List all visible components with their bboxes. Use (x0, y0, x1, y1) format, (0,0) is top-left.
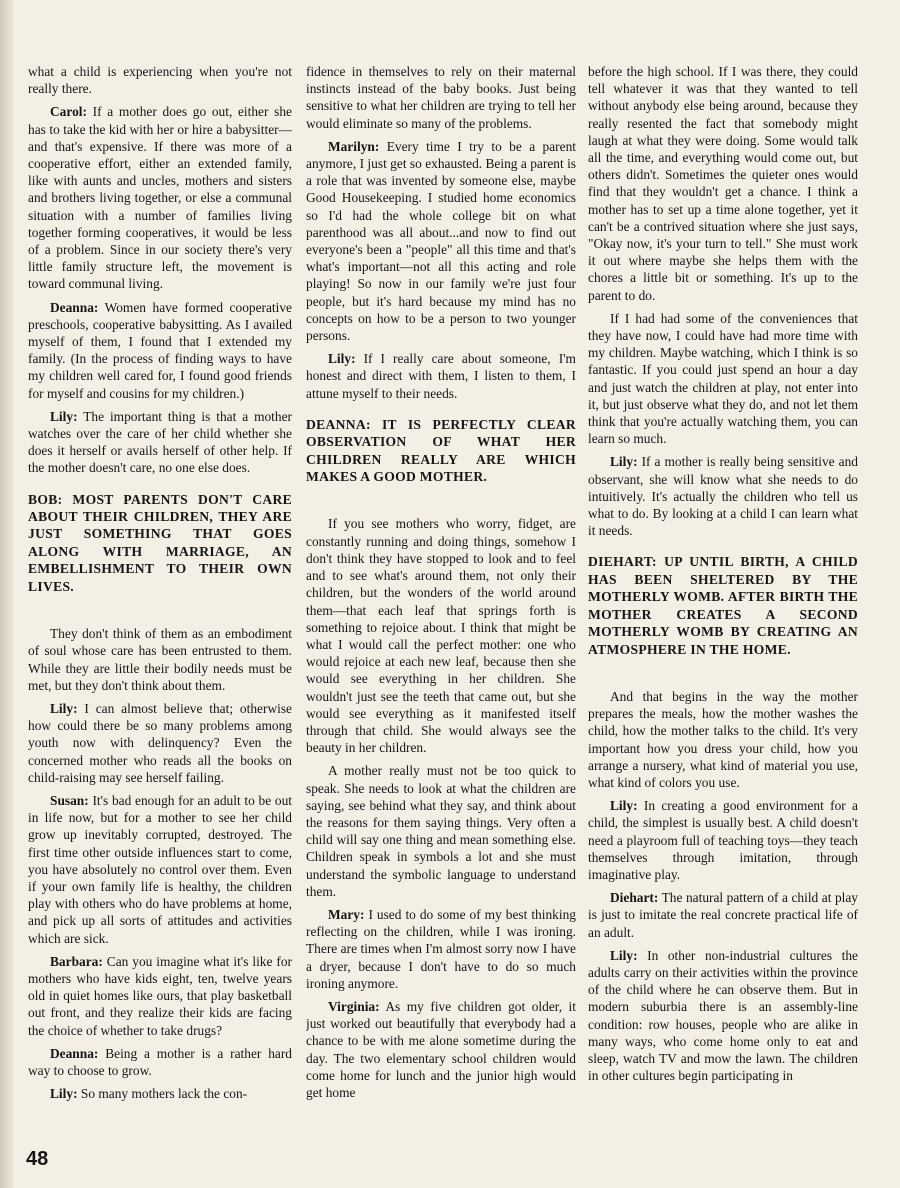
pull-quote: DEANNA: IT IS PERFECTLY CLEAR OBSERVATION OF WHAT HER CHILDREN REALLY ARE WHICH MAKES A GOOD MOTHER. (306, 416, 576, 485)
speaker-name: Lily: (610, 798, 638, 814)
paragraph: Lily: If I really care about someone, I'm honest and direct with them, I listen to them, I attune myself to their needs. (306, 351, 576, 401)
page-number: 48 (26, 1148, 49, 1170)
paragraph: Deanna: Women have formed cooperative preschools, cooperative babysitting. As I availed myself of them, I found that I extended my family. (In the process of finding ways to have my children well cared for, I found good friends for myself and cousins for my children.) (28, 299, 292, 401)
paragraph: Virginia: As my five children got older, it just worked out beautifully that everybody had a chance to be with me alone sometime during the day. The two elementary school children would come home for lunch and the junior high would get home (306, 998, 576, 1100)
paragraph: Diehart: The natural pattern of a child at play is just to imitate the real concrete practical life of an adult. (588, 890, 858, 940)
speaker-name: Lily: (50, 1086, 78, 1102)
paragraph: Lily: In other non-industrial cultures the adults carry on their activities within the province of the child where he can observe them. But in modern suburbia there is an assembly-line condition: row houses, people who are alike in many ways, who come home only to eat and sleep, watch TV and mow the lawn. The children in other cultures begin participating in (588, 947, 858, 1084)
paragraph: If I had had some of the conveniences that they have now, I could have had more time with my children. Maybe watching, which I think is so fantastic. If you could just spend an hour a day and just watch the children at play, not enter into it, but just observe what they do, and not let them think that you're actually watching them, you can learn so much. (588, 310, 858, 447)
paragraph: Lily: I can almost believe that; otherwise how could there be so many problems among youth now with delinquency? Even the concerned mother who reads all the books on child-raising may see herself failing. (28, 700, 292, 785)
speaker-name: Barbara: (50, 953, 103, 969)
speaker-name: Deanna: (50, 1045, 99, 1061)
paragraph: Lily: The important thing is that a mother watches over the care of her child whether she does it herself or avails herself of other help. If the mother doesn't care, no one else does. (28, 408, 292, 476)
speaker-name: Lily: (50, 700, 78, 716)
speaker-name: Lily: (610, 947, 638, 963)
paragraph: before the high school. If I was there, they could tell whatever it was that they wanted to tell without anybody else being around, because they really resented the fact that somebody might laugh at what they were doing. Some would talk all the time, and everything would come out, but others didn't. Sometimes the quieter ones would find that they wouldn't get a chance. I think a mother has to set up a time alone together, yet it can't be a contrived situation where she just says, "Okay now, it's your turn to tell." She must work it out where maybe she helps them with the chores a little bit or something. It's up to the parent to do. (588, 64, 858, 303)
paragraph: And that begins in the way the mother prepares the meals, how the mother washes the child, how the mother talks to the child. It's very important how you dress your child, how you arrange a nursery, what kind of material you use, what kind of colors you use. (588, 688, 858, 790)
page-edge-shadow (0, 0, 14, 1188)
speaker-name: Susan: (50, 792, 89, 808)
paragraph: what a child is experiencing when you're not really there. (28, 64, 292, 97)
speaker-name: Marilyn: (328, 138, 380, 154)
speaker-name: Lily: (328, 351, 356, 367)
paragraph: Deanna: Being a mother is a rather hard way to choose to grow. (28, 1045, 292, 1078)
paragraph: If you see mothers who worry, fidget, are constantly running and doing things, somehow I don't think they have stopped to look and to feel and to see what's around them, not only their children, but the wonders of the world around them—that each leaf that springs forth is something to rejoice about. I think that might be what I would call the perfect mother: one who would rejoice at each new leaf, because then she would see everything in her children. She wouldn't just see the teeth that came out, but she would see everything as it manifested itself through that child. She would always see the beauty in her children. (306, 516, 576, 756)
paragraph: Barbara: Can you imagine what it's like for mothers who have kids eight, ten, twelve years old in quiet homes like ours, that play basketball out front, and they realize their kids are facing the choice of whether to take drugs? (28, 953, 292, 1038)
paragraph: Lily: In creating a good environment for a child, the simplest is usually best. A child doesn't need a playroom full of teaching toys—they teach themselves through imitation, through imaginative play. (588, 798, 858, 882)
paragraph: fidence in themselves to rely on their maternal instincts instead of the baby books. Just being sensitive to what her children are trying to tell her would eliminate so many of the problems. (306, 64, 576, 131)
pull-quote: BOB: MOST PARENTS DON'T CARE ABOUT THEIR CHILDREN, THEY ARE JUST SOMETHING THAT GOES ALONG WITH MARRIAGE, AN EMBELLISHMENT TO THEIR OWN LIVES. (28, 491, 292, 594)
column-2 (306, 63, 576, 1163)
speaker-name: Diehart: (610, 890, 659, 906)
column-3 (588, 63, 858, 1163)
paragraph: Marilyn: Every time I try to be a parent anymore, I just get so exhausted. Being a parent is a role that was invented by someone else, maybe Good Housekeeping. I studied home economics so I'd had the whole college bit on what parenthood was all about...and now to find out everyone's been a "people" all this time and that's what's important—not all this acting and role playing! So now in our family we're just four people, but it's hard because my mind has no concepts on how to be a person to two younger persons. (306, 138, 576, 344)
speaker-name: Deanna: (50, 299, 99, 315)
paragraph: Susan: It's bad enough for an adult to be out in life now, but for a mother to see her child grow up inevitably corrupted, destroyed. The first time other outside influences start to come, you have absolutely no control over them. Even if your own family life is healthy, the children play with others who do have problems at home, and pick up all sorts of attitudes and activities which are sick. (28, 792, 292, 946)
paragraph: A mother really must not be too quick to speak. She needs to look at what the children are saying, see behind what they say, and think about the reasons for them saying things. Very often a child will say one thing and mean something else. Children speak in symbols a lot and she must understand the symbolic language to understand them. (306, 763, 576, 899)
speaker-name: Carol: (50, 104, 87, 120)
paragraph: Lily: So many mothers lack the con- (50, 1086, 248, 1102)
paragraph: Mary: I used to do some of my best thinking reflecting on the children, while I was ironing. There are times when I'm almost sorry now I have a dryer, because I don't have to do so much ironing anymore. (306, 906, 576, 991)
speaker-name: Lily: (50, 408, 78, 424)
column-1 (28, 63, 292, 1163)
speaker-name: Virginia: (328, 998, 380, 1014)
speaker-name: Mary: (328, 906, 365, 922)
paragraph: Lily: If a mother is really being sensitive and observant, she will know what she needs to do intuitively. It's actually the children who tell us what to do. By looking at a child I can learn what it needs. (588, 454, 858, 539)
speaker-name: Lily: (610, 454, 638, 470)
paragraph: They don't think of them as an embodiment of soul whose care has been entrusted to them. While they are little their bodily needs must be met, but they don't think about them. (28, 626, 292, 693)
pull-quote: DIEHART: UP UNTIL BIRTH, A CHILD HAS BEEN SHELTERED BY THE MOTHERLY WOMB. AFTER BIRTH THE MOTHER CREATES A SECOND MOTHERLY WOMB BY CREATING AN ATMOSPHERE IN THE HOME. (588, 554, 858, 657)
paragraph: Carol: If a mother does go out, either she has to take the kid with her or hire a babysitter—and that's expensive. If there was more of a cooperative effort, either an extended family, like with aunts and uncles, mothers and sisters and brothers living together, or else a communal situation with a number of families living together forming cooperatives, it would be less of a problem. Since in our society there's very little family structure left, the movement is toward communal living. (28, 104, 292, 292)
